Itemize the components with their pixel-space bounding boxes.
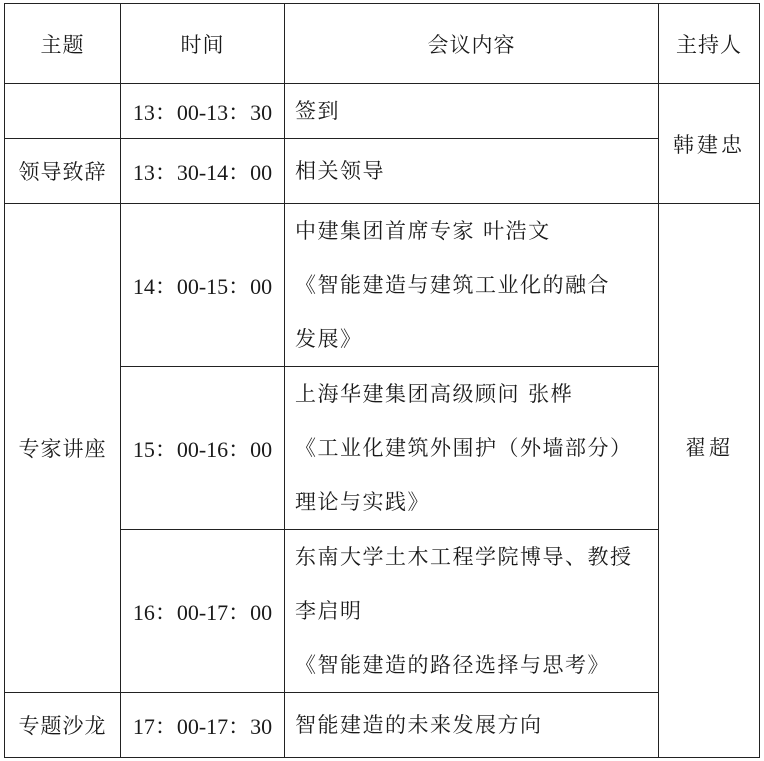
table-row [5,139,760,204]
content-line: 理论与实践》 [295,490,430,514]
agenda-table [4,3,760,758]
content-cell [285,693,659,758]
header-content: 会议内容 [285,4,659,84]
content-line: 东南大学土木工程学院博导、教授 [295,545,633,569]
time-cell: 15：00-16：00 [121,367,285,530]
content-line: 智能建造的未来发展方向 [295,713,543,737]
content-cell [285,367,659,530]
topic-cell: 专家讲座 [5,204,121,693]
header-topic: 主题 [5,4,121,84]
table-row [5,693,760,758]
content-line: 相关领导 [295,159,385,183]
topic-cell: 专题沙龙 [5,693,121,758]
content-cell [285,139,659,204]
time-cell: 14：00-15：00 [121,204,285,367]
content-line: 《智能建造的路径选择与思考》 [295,653,610,677]
content-line: 发展》 [295,327,363,351]
host-cell: 翟超 [659,204,760,758]
content-line: 签到 [295,99,340,123]
content-cell [285,84,659,139]
time-cell: 16：00-17：00 [121,530,285,693]
time-cell: 13：00-13：30 [121,84,285,139]
header-time: 时间 [121,4,285,84]
content-cell [285,204,659,367]
content-line: 《智能建造与建筑工业化的融合 [295,273,610,297]
table-row [5,204,760,367]
content-cell [285,530,659,693]
content-line: 李启明 [295,599,363,623]
content-line: 上海华建集团高级顾问 张桦 [295,382,574,406]
table-row [5,84,760,139]
topic-cell: 领导致辞 [5,139,121,204]
content-line: 《工业化建筑外围护（外墙部分） [295,436,633,460]
host-cell: 韩建忠 [659,84,760,204]
header-host: 主持人 [659,4,760,84]
topic-cell [5,84,121,139]
time-cell: 17：00-17：30 [121,693,285,758]
time-cell: 13：30-14：00 [121,139,285,204]
header-row [5,4,760,84]
content-line: 中建集团首席专家 叶浩文 [295,219,551,243]
